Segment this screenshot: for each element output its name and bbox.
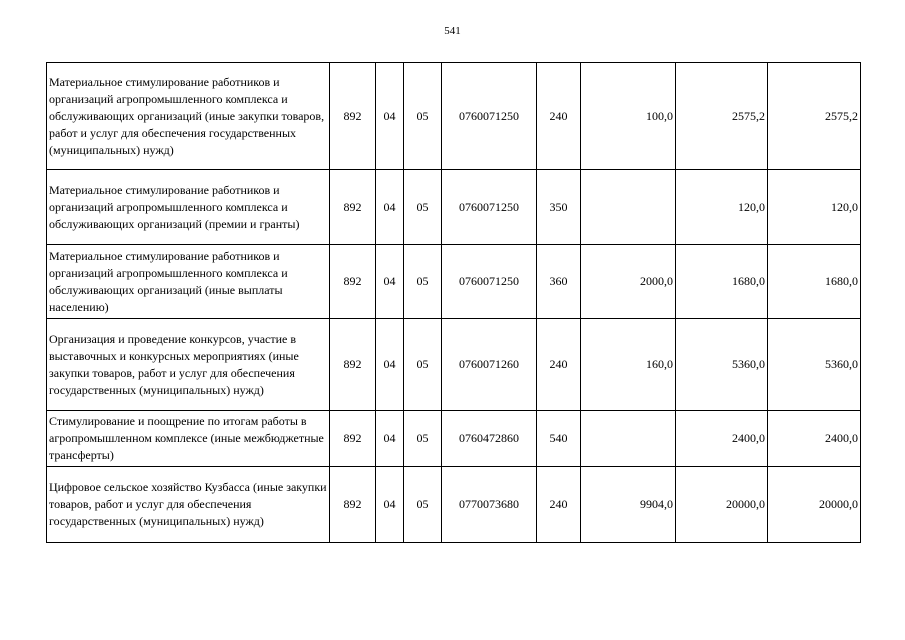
table-row bbox=[47, 411, 861, 467]
row-description: Организация и проведение конкурсов, участие в выставочных и конкурсных мероприятиях (иные закупки товаров, работ и услуг для обеспечения государственных (муниципальных) нужд) bbox=[47, 319, 330, 411]
section-code: 04 bbox=[376, 170, 404, 245]
target-article-code: 0760472860 bbox=[442, 411, 537, 467]
expense-type-code: 360 bbox=[537, 245, 581, 319]
ministry-code: 892 bbox=[330, 467, 376, 543]
section-code: 04 bbox=[376, 319, 404, 411]
sum-1: 2000,0 bbox=[581, 245, 676, 319]
table-row bbox=[47, 319, 861, 411]
sum-3: 2575,2 bbox=[768, 63, 861, 170]
ministry-code: 892 bbox=[330, 319, 376, 411]
ministry-code: 892 bbox=[330, 63, 376, 170]
row-description: Цифровое сельское хозяйство Кузбасса (иные закупки товаров, работ и услуг для обеспечения государственных (муниципальных) нужд) bbox=[47, 467, 330, 543]
expense-type-code: 350 bbox=[537, 170, 581, 245]
budget-table bbox=[46, 62, 861, 543]
ministry-code: 892 bbox=[330, 170, 376, 245]
subsection-code: 05 bbox=[404, 411, 442, 467]
sum-3: 1680,0 bbox=[768, 245, 861, 319]
table-row bbox=[47, 467, 861, 543]
sum-2: 5360,0 bbox=[676, 319, 768, 411]
sum-1: 160,0 bbox=[581, 319, 676, 411]
target-article-code: 0760071250 bbox=[442, 170, 537, 245]
expense-type-code: 540 bbox=[537, 411, 581, 467]
section-code: 04 bbox=[376, 467, 404, 543]
table-row bbox=[47, 245, 861, 319]
sum-2: 2400,0 bbox=[676, 411, 768, 467]
target-article-code: 0760071260 bbox=[442, 319, 537, 411]
sum-2: 120,0 bbox=[676, 170, 768, 245]
sum-2: 2575,2 bbox=[676, 63, 768, 170]
sum-1 bbox=[581, 170, 676, 245]
sum-3: 120,0 bbox=[768, 170, 861, 245]
subsection-code: 05 bbox=[404, 245, 442, 319]
target-article-code: 0770073680 bbox=[442, 467, 537, 543]
ministry-code: 892 bbox=[330, 411, 376, 467]
expense-type-code: 240 bbox=[537, 467, 581, 543]
sum-1 bbox=[581, 411, 676, 467]
row-description: Материальное стимулирование работников и организаций агропромышленного комплекса и обслуживающих организаций (премии и гранты) bbox=[47, 170, 330, 245]
row-description: Материальное стимулирование работников и организаций агропромышленного комплекса и обслуживающих организаций (иные выплаты населению) bbox=[47, 245, 330, 319]
target-article-code: 0760071250 bbox=[442, 63, 537, 170]
target-article-code: 0760071250 bbox=[442, 245, 537, 319]
sum-1: 9904,0 bbox=[581, 467, 676, 543]
sum-2: 1680,0 bbox=[676, 245, 768, 319]
subsection-code: 05 bbox=[404, 319, 442, 411]
section-code: 04 bbox=[376, 63, 404, 170]
table-row bbox=[47, 170, 861, 245]
sum-3: 5360,0 bbox=[768, 319, 861, 411]
subsection-code: 05 bbox=[404, 63, 442, 170]
row-description: Материальное стимулирование работников и организаций агропромышленного комплекса и обслуживающих организаций (иные закупки товаров, работ и услуг для обеспечения государственных (муниципальных) нужд) bbox=[47, 63, 330, 170]
expense-type-code: 240 bbox=[537, 319, 581, 411]
sum-3: 20000,0 bbox=[768, 467, 861, 543]
expense-type-code: 240 bbox=[537, 63, 581, 170]
sum-2: 20000,0 bbox=[676, 467, 768, 543]
row-description: Стимулирование и поощрение по итогам работы в агропромышленном комплексе (иные межбюджетные трансферты) bbox=[47, 411, 330, 467]
sum-1: 100,0 bbox=[581, 63, 676, 170]
subsection-code: 05 bbox=[404, 467, 442, 543]
section-code: 04 bbox=[376, 245, 404, 319]
section-code: 04 bbox=[376, 411, 404, 467]
ministry-code: 892 bbox=[330, 245, 376, 319]
table-row bbox=[47, 63, 861, 170]
subsection-code: 05 bbox=[404, 170, 442, 245]
page-number: 541 bbox=[444, 25, 461, 37]
sum-3: 2400,0 bbox=[768, 411, 861, 467]
